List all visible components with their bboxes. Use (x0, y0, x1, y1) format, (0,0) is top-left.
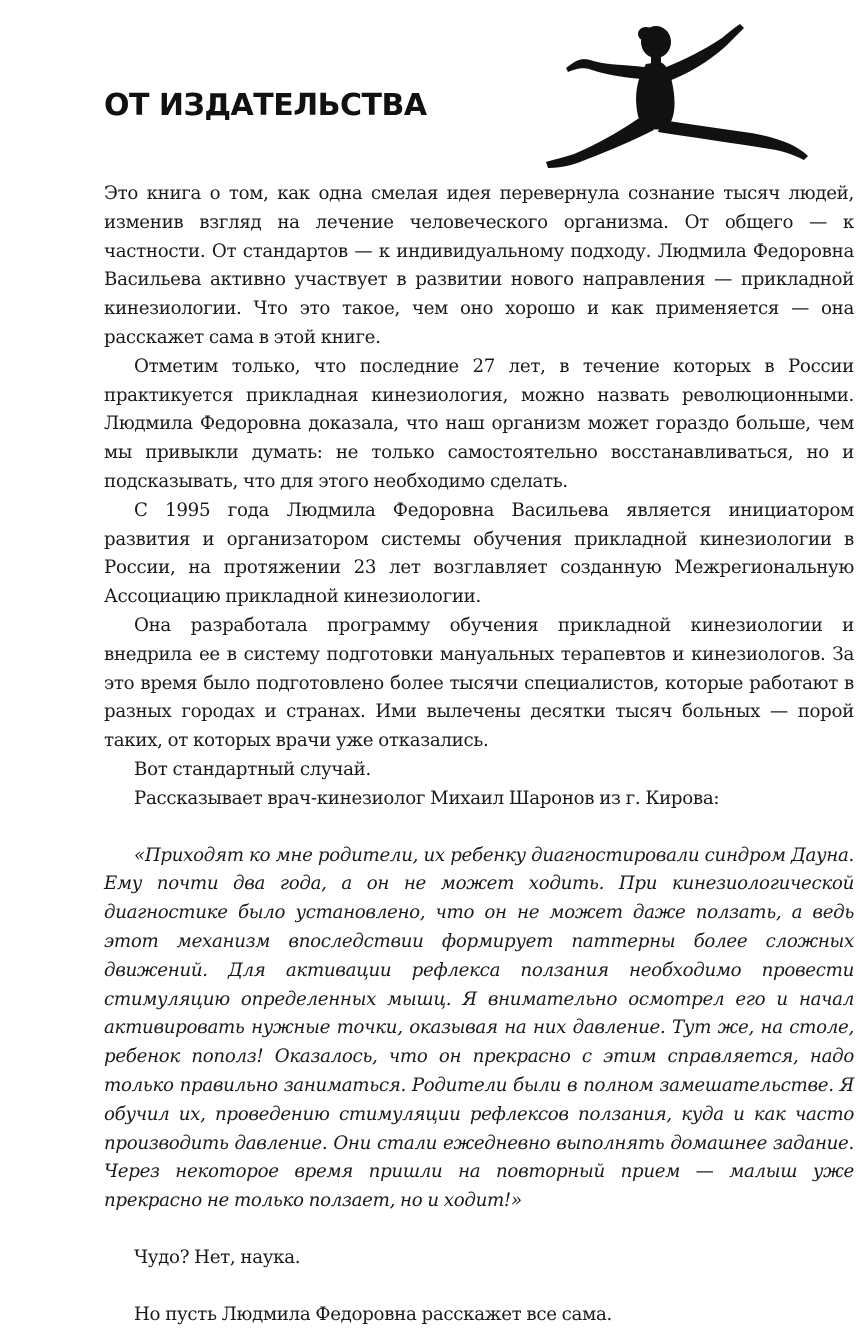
quote-block: «Приходят ко мне родители, их ребенку диагностировали синдром Дауна. Ему почти два года, а он не может ходить. При кинезиологической диагностике было установлено, что он не может даже ползать, а ведь этот механизм впоследствии формирует паттерны более сложных движений. Для активации рефлекса ползания необходимо провести стимуляцию определенных мышц. Я внимательно осмотрел его и начал активировать нужные точки, оказывая на них давление. Тут же, на столе, ребенок пополз! Оказалось, что он прекрасно с этим справляется, надо только правильно заниматься. Родители были в полном замешательстве. Я обучил их, проведению стимуляции рефлексов ползания, куда и как часто производить давление. Они стали ежедневно выполнять домашнее задание. Через некоторое время пришли на повторный прием — малыш уже прекрасно не только ползает, но и ходит!» (104, 844, 854, 1212)
paragraph: Она разработала программу обучения прикладной кинезиологии и внедрила ее в систему подготовки мануальных терапевтов и кинезиологов. За это время было подготовлено более тысячи специалистов, которые работают в разных городах и странах. Ими вылечены десятки тысяч больных — порой таких, от которых врачи уже отказались. (104, 614, 854, 752)
closing-line: Но пусть Людмила Федоровна расскажет все сама. (134, 1303, 612, 1325)
paragraph: С 1995 года Людмила Федоровна Васильева является инициатором развития и организатором системы обучения прикладной кинезиологии в России, на протяжении 23 лет возглавляет созданную Межрегиональную Ассоциацию прикладной кинезиологии. (104, 499, 854, 608)
closing-line: Чудо? Нет, наука. (134, 1246, 301, 1268)
paragraph: Это книга о том, как одна смелая идея перевернула сознание тысяч людей, изменив взгляд на лечение человеческого организма. От общего — к частности. От стандартов — к индивидуальному подходу. Людмила Федоровна Васильева активно участвует в развитии нового направления — прикладной кинезиологии. Что это такое, чем оно хорошо и как применяется — она расскажет сама в этой книге. (104, 183, 854, 348)
article-body (104, 180, 854, 1329)
paragraph: Отметим только, что последние 27 лет, в течение которых в России практикуется прикладная кинезиология, можно назвать революционными. Людмила Федоровна доказала, что наш организм может гораздо больше, чем мы привыкли думать: не только самостоятельно восстанавливаться, но и подсказывать, что для этого необходимо сделать. (104, 355, 854, 492)
paragraph: Рассказывает врач-кинезиолог Михаил Шаронов из г. Кирова: (134, 787, 720, 809)
paragraph: Вот стандартный случай. (134, 758, 371, 780)
page-title: ОТ ИЗДАТЕЛЬСТВА (104, 88, 427, 123)
dancer-silhouette-icon (538, 20, 818, 180)
